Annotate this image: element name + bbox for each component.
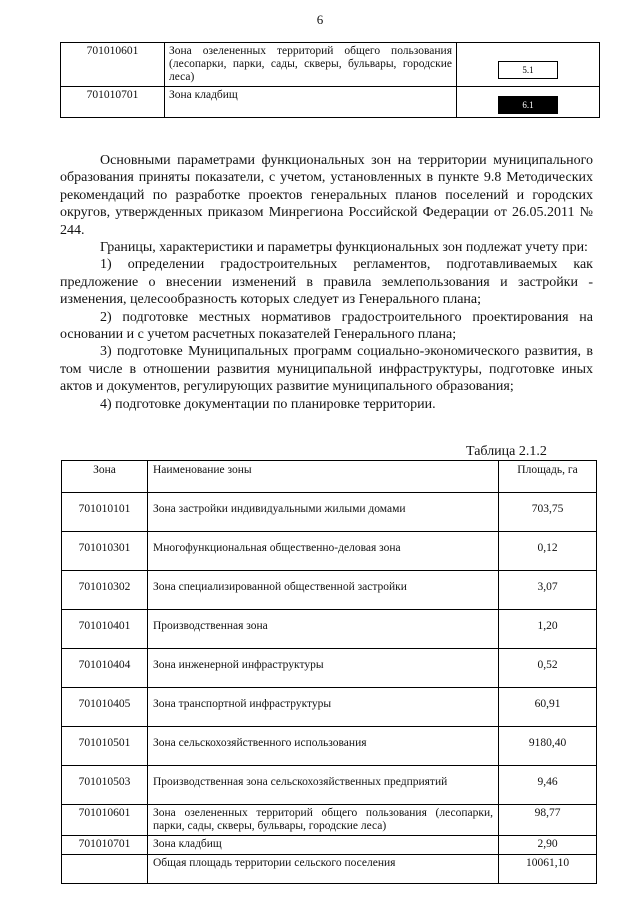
legend-swatch: 5.1 bbox=[498, 61, 558, 79]
paragraph: 2) подготовке местных нормативов градостроительного проектирования на основании и с учетом расчетных показателей Генерального плана; bbox=[60, 309, 593, 343]
legend-cell bbox=[457, 87, 600, 118]
zone-code: 701010701 bbox=[61, 87, 165, 118]
zone-area: 703,75 bbox=[499, 493, 597, 532]
zone-name: Зона кладбищ bbox=[165, 87, 457, 118]
column-header-zone: Зона bbox=[62, 461, 148, 493]
zone-name: Многофункциональная общественно-деловая зона bbox=[148, 532, 499, 571]
zone-area: 3,07 bbox=[499, 571, 597, 610]
zone-area: 0,52 bbox=[499, 649, 597, 688]
zone-area: 9,46 bbox=[499, 766, 597, 805]
table-row bbox=[62, 688, 597, 727]
zone-code: 701010501 bbox=[62, 727, 148, 766]
zone-code: 701010404 bbox=[62, 649, 148, 688]
zone-area: 2,90 bbox=[499, 836, 597, 855]
zone-name: Зона инженерной инфраструктуры bbox=[148, 649, 499, 688]
legend-cell bbox=[457, 43, 600, 87]
table-row bbox=[62, 571, 597, 610]
zone-code bbox=[62, 855, 148, 884]
zone-area: 0,12 bbox=[499, 532, 597, 571]
table-header-row bbox=[62, 461, 597, 493]
zone-code: 701010302 bbox=[62, 571, 148, 610]
table-row bbox=[62, 727, 597, 766]
zone-area: 1,20 bbox=[499, 610, 597, 649]
zone-area: 98,77 bbox=[499, 805, 597, 836]
table-total-row bbox=[62, 855, 597, 884]
zone-code: 701010701 bbox=[62, 836, 148, 855]
legend-swatch: 6.1 bbox=[498, 96, 558, 114]
table-row bbox=[62, 493, 597, 532]
paragraph: 3) подготовке Муниципальных программ социально-экономического развития, в том числе в отношении развития муниципальной инфраструктуры, подготовке иных актов и документов, регулирующих развитие муниципального образования; bbox=[60, 344, 593, 395]
zone-name: Зона сельскохозяйственного использования bbox=[148, 727, 499, 766]
column-header-name: Наименование зоны bbox=[148, 461, 499, 493]
zone-name: Зона озелененных территорий общего пользования (лесопарки, парки, сады, скверы, бульвары, городские леса) bbox=[165, 43, 457, 87]
table-row bbox=[62, 805, 597, 836]
table-row bbox=[62, 836, 597, 855]
table-row bbox=[61, 87, 600, 118]
zone-code: 701010601 bbox=[62, 805, 148, 836]
zone-name: Зона кладбищ bbox=[148, 836, 499, 855]
table-caption: Таблица 2.1.2 bbox=[466, 444, 547, 459]
zone-code: 701010401 bbox=[62, 610, 148, 649]
zone-name: Зона специализированной общественной застройки bbox=[148, 571, 499, 610]
table-row bbox=[62, 766, 597, 805]
legend-table bbox=[60, 42, 600, 118]
zones-table bbox=[61, 460, 597, 884]
table-row bbox=[62, 610, 597, 649]
table-row bbox=[62, 532, 597, 571]
zone-area: 60,91 bbox=[499, 688, 597, 727]
page-number: 6 bbox=[316, 12, 324, 27]
zone-code: 701010405 bbox=[62, 688, 148, 727]
paragraph: 4) подготовке документации по планировке территории. bbox=[100, 396, 436, 412]
paragraph: Границы, характеристики и параметры функциональных зон подлежат учету при: bbox=[100, 240, 588, 256]
zone-name: Зона озелененных территорий общего пользования (лесопарки, парки, сады, скверы, бульвары, городские леса) bbox=[148, 805, 499, 836]
table-row bbox=[62, 649, 597, 688]
zone-name: Зона застройки индивидуальными жилыми домами bbox=[148, 493, 499, 532]
paragraph: 1) определении градостроительных регламентов, подготавливаемых как предложение о внесении изменений в правила землепользования и застройки - изменения, целесообразность которых следует из Генерального плана; bbox=[60, 257, 593, 308]
total-area: 10061,10 bbox=[499, 855, 597, 884]
zone-code: 701010601 bbox=[61, 43, 165, 87]
column-header-area: Площадь, га bbox=[499, 461, 597, 493]
zone-code: 701010301 bbox=[62, 532, 148, 571]
total-label: Общая площадь территории сельского поселения bbox=[148, 855, 499, 884]
body-text bbox=[60, 152, 593, 413]
zone-name: Производственная зона bbox=[148, 610, 499, 649]
zone-code: 701010503 bbox=[62, 766, 148, 805]
paragraph: Основными параметрами функциональных зон на территории муниципального образования приняты показатели, с учетом, установленных в пункте 9.8 Методических рекомендаций по разработке проектов генеральных планов поселений и городских округов, утвержденных приказом Минрегиона Российской Федерации от 26.05.2011 № 244. bbox=[60, 153, 593, 238]
zone-code: 701010101 bbox=[62, 493, 148, 532]
zone-name: Зона транспортной инфраструктуры bbox=[148, 688, 499, 727]
zone-name: Производственная зона сельскохозяйственных предприятий bbox=[148, 766, 499, 805]
table-row bbox=[61, 43, 600, 87]
zone-area: 9180,40 bbox=[499, 727, 597, 766]
